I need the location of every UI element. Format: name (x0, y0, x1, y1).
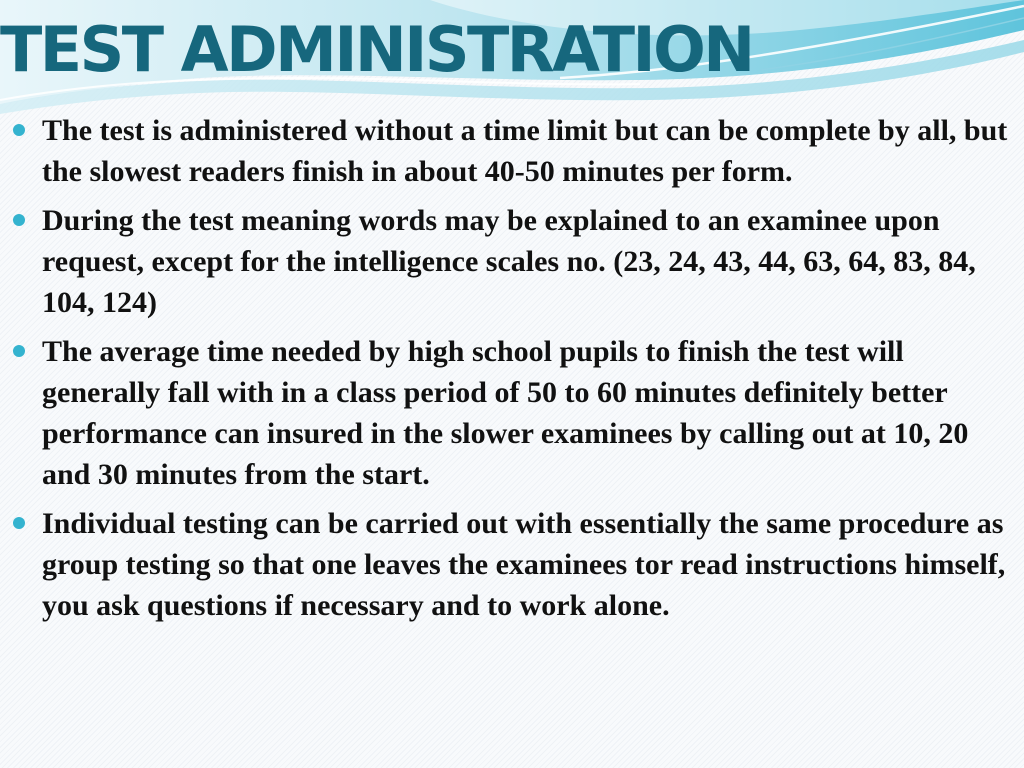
bullet-text: The test is administered without a time limit but can be complete by all, but the slowest readers finish in about 40-50 minutes per form. (42, 114, 1008, 188)
slide-title: TEST ADMINISTRATION (0, 13, 753, 86)
bullet-item (0, 503, 1024, 626)
bullet-item (0, 200, 1024, 323)
bullet-item (0, 331, 1024, 495)
bullet-dot-icon (13, 124, 25, 136)
bullet-text: Individual testing can be carried out with essentially the same procedure as group testing so that one leaves the examinees tor read instructions himself, you ask questions if necessary and to work alone. (42, 507, 1006, 622)
bullet-dot-icon (13, 214, 25, 226)
bullet-item (0, 110, 1024, 192)
bullet-dot-icon (13, 517, 25, 529)
bullet-text: During the test meaning words may be explained to an examinee upon request, except for the intelligence scales no. (23, 24, 43, 44, 63, 64, 83, 84, 104, 124) (42, 204, 976, 319)
bullet-list (0, 110, 1024, 634)
bullet-dot-icon (13, 345, 25, 357)
bullet-text: The average time needed by high school pupils to finish the test will generally fall with in a class period of 50 to 60 minutes definitely better performance can insured in the slower examinees by calling out at 10, 20 and 30 minutes from the start. (42, 335, 969, 491)
